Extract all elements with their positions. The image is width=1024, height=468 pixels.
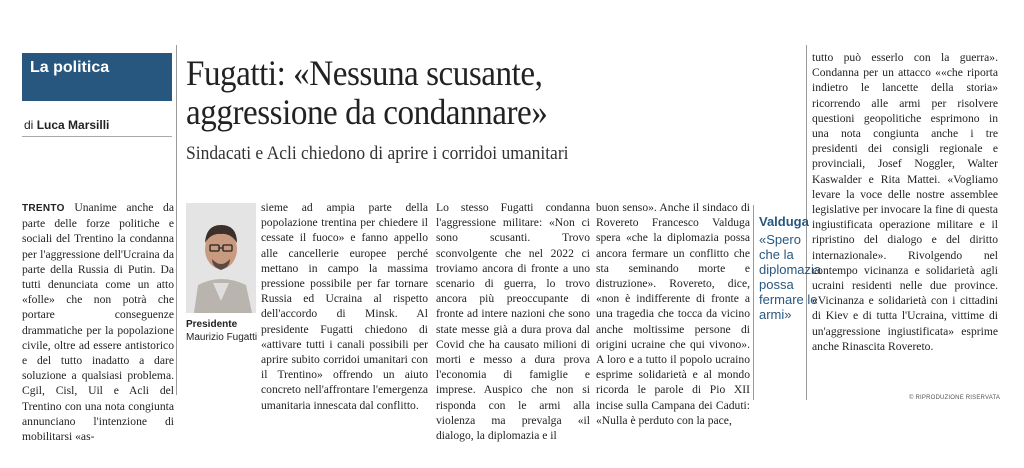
headline [186,54,701,132]
section-tag-label: La politica [30,59,110,76]
headline-line-2: aggressione da condannare» [186,92,548,132]
pull-quote-name: Valduga [759,214,809,229]
byline-rule [22,136,172,137]
caption-role: Presidente [186,319,238,330]
author-photo [186,203,256,313]
column-2-text: sieme ad ampia parte della popolazione trentina per chiedere il cessate il fuoco» e fanno appello alle cancellerie europee perché mettano in campo la massima pressione possibile per far tornare Russia ed Ucraina al rispetto dell'accordo di Minsk. Al presidente Fugatti chiedono di «attivare tutti i canali possibili per aprire subito corridoi umanitari con il Trentino» offrendo un aiuto concreto nell'affrontare l'emergenza umanitaria innescata dal conflitto. [261,201,428,412]
rights-notice: © RIPRODUZIONE RISERVATA [909,395,1001,401]
dateline: TRENTO [22,203,65,214]
subheadline: Sindacati e Acli chiedono di aprire i corridoi umanitari [186,143,569,164]
headline-line-1: Fugatti: «Nessuna scusante, [186,53,543,93]
article-column-5 [812,50,998,354]
column-divider [176,45,177,395]
article-column-4 [596,200,750,428]
byline [24,118,109,132]
photo-caption [186,318,257,344]
article-column-1 [22,200,174,444]
column-divider [753,205,754,400]
article-column-3 [436,200,590,443]
byline-prefix: di [24,118,34,132]
section-tag [22,53,172,101]
article-column-2 [261,200,428,413]
portrait-image [186,203,256,313]
column-5-text: tutto può esserlo con la guerra». Condanna per un attacco ««che riporta indietro le lancette della storia» ricorrendo alle armi per risolvere questioni geopolitiche esprimono in una nota congiunta anche i tre presidenti dei consigli regionale e provinciali, Josef Noggler, Walter Kaswalder e Rita Mattei. «Vogliamo levare la voce delle nostre assemblee legislative per invocare la fine di questa ingiustificata operazione militare e il ripristino del dialogo e del diritto internazionale». Rivolgendo nel contempo vicinanza e solidarietà agli ucraini residenti nelle due province. «Vicinanza e solidarietà con i cittadini di Kiev e di tutta l'Ucraina, vittime di un'aggressione ingiustificata» esprime anche Rinascita Rovereto. [812,51,998,353]
column-1-text: Unanime anche da parte delle forze politiche e sociali del Trentino la condanna per l'aggressione dell'Ucraina da parte della Russia di Putin. Da tutti denunciata come un atto «folle» che non potrà che portare conseguenze drammatiche per la popolazione civile, oltre ad essere antistorico e del tutto inadatto a dare soluzione a qualsiasi problema. Cgil, Cisl, Uil e Acli del Trentino con una nota congiunta annunciano l'intenzione di mobilitarsi «as- [22,201,174,444]
caption-name: Maurizio Fugatti [186,332,258,343]
byline-author: Luca Marsilli [36,118,110,132]
pull-quote-text: «Spero che la diplomazia possa fermare le armi» [759,232,822,322]
column-4-text: buon senso». Anche il sindaco di Rovereto Francesco Valduga spera «che la diplomazia possa ancora fermare un conflitto che sta seminando morte e distruzione». Rovereto, dice, «non è indifferente di fronte a una tragedia che tocca da vicino anche moltissime persone di origini ucraine che qui vivono». A loro e a tutto il popolo ucraino esprime solidarietà e al mondo ricorda le parole di Pio XII incise sulla Campana dei Caduti: «Nulla è perduto con la pace, [596,201,750,427]
column-3-text: Lo stesso Fugatti condanna l'aggressione militare: «Non ci sono scusanti. Trovo sconvolgente che nel 2022 ci troviamo ancora di fronte a uno scenario di guerra, lo trovo ancora più preoccupante di fronte ad intere nazioni che sono state messe già a dura prova dal Covid che ha causato milioni di morti e messo a dura prova l'economia di famiglie e imprese. Auspico che non si risponda con le armi alla violenza ma prevalga «il dialogo, la diplomazia e il [436,201,590,443]
